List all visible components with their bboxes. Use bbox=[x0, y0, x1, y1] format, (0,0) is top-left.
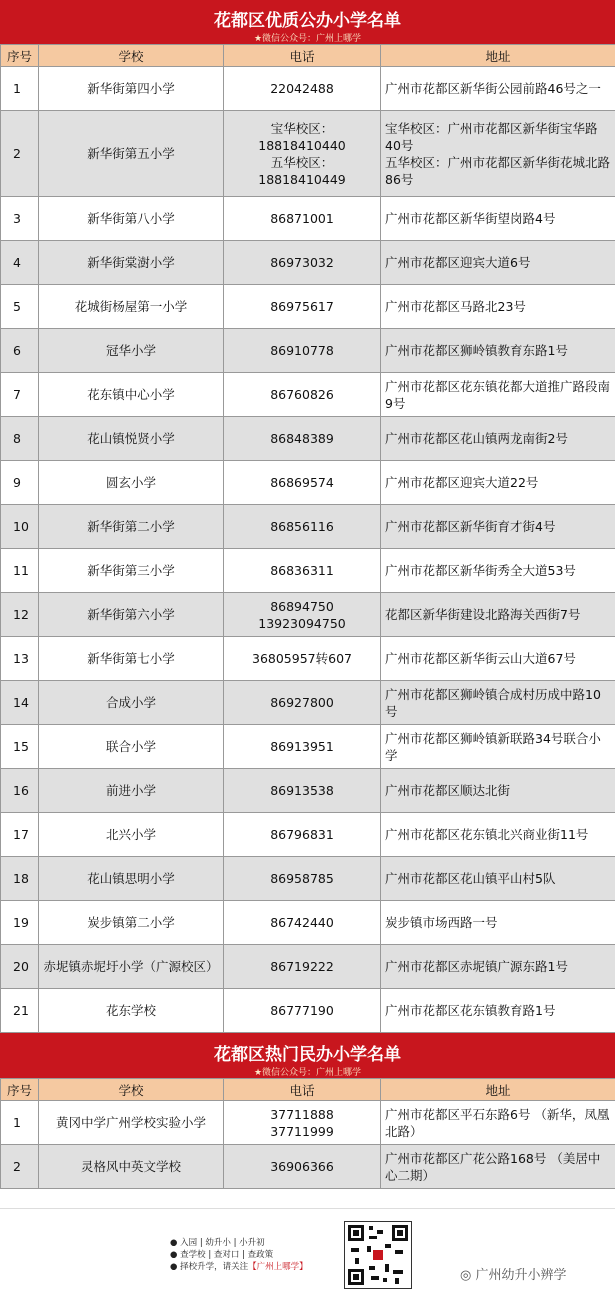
row-number: 7 bbox=[1, 373, 39, 417]
row-number: 15 bbox=[1, 725, 39, 769]
address: 广州市花都区平石东路6号 （新华，凤凰北路） bbox=[381, 1101, 615, 1145]
school-name: 北兴小学 bbox=[39, 813, 224, 857]
table-row bbox=[1, 67, 615, 111]
footer-notes bbox=[170, 1237, 308, 1273]
header-address: 地址 bbox=[381, 1079, 615, 1101]
public-schools-subtitle: ★微信公众号：广州上哪学 bbox=[0, 31, 615, 44]
school-name: 新华街棠澍小学 bbox=[39, 241, 224, 285]
address: 炭步镇市场西路一号 bbox=[381, 901, 615, 945]
footer-note bbox=[170, 1261, 308, 1273]
table-row bbox=[1, 593, 615, 637]
address: 广州市花都区迎宾大道6号 bbox=[381, 241, 615, 285]
table-row bbox=[1, 241, 615, 285]
phone-number: 86856116 bbox=[224, 505, 381, 549]
table-row bbox=[1, 769, 615, 813]
school-name: 新华街第三小学 bbox=[39, 549, 224, 593]
address: 广州市花都区新华街秀全大道53号 bbox=[381, 549, 615, 593]
row-number: 1 bbox=[1, 1101, 39, 1145]
row-number: 6 bbox=[1, 329, 39, 373]
row-number: 21 bbox=[1, 989, 39, 1033]
header-phone: 电话 bbox=[224, 45, 381, 67]
row-number: 10 bbox=[1, 505, 39, 549]
address: 广州市花都区顺达北街 bbox=[381, 769, 615, 813]
table-row bbox=[1, 549, 615, 593]
footer-note: ● 查学校 | 查对口 | 查政策 bbox=[170, 1249, 308, 1261]
address: 广州市花都区狮岭镇新联路34号联合小学 bbox=[381, 725, 615, 769]
phone-number: 86958785 bbox=[224, 857, 381, 901]
table-row bbox=[1, 989, 615, 1033]
row-number: 20 bbox=[1, 945, 39, 989]
phone-number: 86871001 bbox=[224, 197, 381, 241]
row-number: 14 bbox=[1, 681, 39, 725]
table-row bbox=[1, 945, 615, 989]
address: 广州市花都区新华街望岗路4号 bbox=[381, 197, 615, 241]
address: 广州市花都区狮岭镇合成村历成中路10号 bbox=[381, 681, 615, 725]
address: 广州市花都区狮岭镇教育东路1号 bbox=[381, 329, 615, 373]
address: 广州市花都区新华街育才街4号 bbox=[381, 505, 615, 549]
phone-number: 86927800 bbox=[224, 681, 381, 725]
table-row bbox=[1, 417, 615, 461]
private-schools-subtitle: ★微信公众号：广州上哪学 bbox=[0, 1065, 615, 1078]
table-header-row bbox=[1, 45, 615, 67]
footer-note: ● 入园 | 幼升小 | 小升初 bbox=[170, 1237, 308, 1249]
row-number: 18 bbox=[1, 857, 39, 901]
header-address: 地址 bbox=[381, 45, 615, 67]
address: 宝华校区：广州市花都区新华街宝华路40号 五华校区：广州市花都区新华街花城北路86号 bbox=[381, 111, 615, 197]
row-number: 17 bbox=[1, 813, 39, 857]
address: 广州市花都区花山镇平山村5队 bbox=[381, 857, 615, 901]
header-no: 序号 bbox=[1, 45, 39, 67]
school-name: 圆玄小学 bbox=[39, 461, 224, 505]
header-school: 学校 bbox=[39, 1079, 224, 1101]
table-row bbox=[1, 1101, 615, 1145]
phone-number: 86848389 bbox=[224, 417, 381, 461]
table-row bbox=[1, 329, 615, 373]
school-name: 冠华小学 bbox=[39, 329, 224, 373]
school-name: 灵格风中英文学校 bbox=[39, 1145, 224, 1189]
school-name: 新华街第七小学 bbox=[39, 637, 224, 681]
qr-code-icon bbox=[344, 1221, 412, 1289]
table-row bbox=[1, 1145, 615, 1189]
brand-label bbox=[460, 1264, 567, 1283]
address: 广州市花都区花东镇教育路1号 bbox=[381, 989, 615, 1033]
phone-number: 86836311 bbox=[224, 549, 381, 593]
header-school: 学校 bbox=[39, 45, 224, 67]
table-row bbox=[1, 111, 615, 197]
school-name: 新华街第二小学 bbox=[39, 505, 224, 549]
school-name: 前进小学 bbox=[39, 769, 224, 813]
phone-number: 36805957转607 bbox=[224, 637, 381, 681]
school-name: 花山镇悦贤小学 bbox=[39, 417, 224, 461]
phone-number: 86869574 bbox=[224, 461, 381, 505]
phone-number: 86975617 bbox=[224, 285, 381, 329]
phone-number: 86719222 bbox=[224, 945, 381, 989]
address: 广州市花都区广花公路168号 （美居中心二期） bbox=[381, 1145, 615, 1189]
phone-number: 86760826 bbox=[224, 373, 381, 417]
school-name: 炭步镇第二小学 bbox=[39, 901, 224, 945]
phone-number: 37711888 37711999 bbox=[224, 1101, 381, 1145]
row-number: 13 bbox=[1, 637, 39, 681]
table-row bbox=[1, 637, 615, 681]
phone-number: 86973032 bbox=[224, 241, 381, 285]
row-number: 8 bbox=[1, 417, 39, 461]
public-schools-title: 花都区优质公办小学名单 bbox=[0, 0, 615, 31]
address: 广州市花都区花东镇花都大道推广路段南9号 bbox=[381, 373, 615, 417]
row-number: 2 bbox=[1, 1145, 39, 1189]
address: 广州市花都区花山镇两龙南街2号 bbox=[381, 417, 615, 461]
public-schools-table bbox=[0, 44, 615, 1033]
school-name: 花东学校 bbox=[39, 989, 224, 1033]
school-name: 花城街杨屋第一小学 bbox=[39, 285, 224, 329]
school-name: 新华街第四小学 bbox=[39, 67, 224, 111]
phone-number: 86913951 bbox=[224, 725, 381, 769]
school-name: 花山镇思明小学 bbox=[39, 857, 224, 901]
table-row bbox=[1, 681, 615, 725]
school-name: 赤坭镇赤坭圩小学（广源校区） bbox=[39, 945, 224, 989]
phone-number: 86894750 13923094750 bbox=[224, 593, 381, 637]
row-number: 5 bbox=[1, 285, 39, 329]
row-number: 1 bbox=[1, 67, 39, 111]
phone-number: 22042488 bbox=[224, 67, 381, 111]
row-number: 4 bbox=[1, 241, 39, 285]
footer bbox=[0, 1208, 615, 1300]
table-row bbox=[1, 373, 615, 417]
address: 花都区新华街建设北路海关西街7号 bbox=[381, 593, 615, 637]
address: 广州市花都区赤坭镇广源东路1号 bbox=[381, 945, 615, 989]
phone-number: 86742440 bbox=[224, 901, 381, 945]
private-schools-title: 花都区热门民办小学名单 bbox=[0, 1033, 615, 1065]
row-number: 11 bbox=[1, 549, 39, 593]
school-name: 新华街第六小学 bbox=[39, 593, 224, 637]
school-name: 花东镇中心小学 bbox=[39, 373, 224, 417]
table-row bbox=[1, 857, 615, 901]
table-row bbox=[1, 197, 615, 241]
phone-number: 86777190 bbox=[224, 989, 381, 1033]
school-name: 合成小学 bbox=[39, 681, 224, 725]
school-name: 新华街第八小学 bbox=[39, 197, 224, 241]
table-row bbox=[1, 813, 615, 857]
private-schools-table bbox=[0, 1078, 615, 1189]
address: 广州市花都区迎宾大道22号 bbox=[381, 461, 615, 505]
row-number: 19 bbox=[1, 901, 39, 945]
school-name: 新华街第五小学 bbox=[39, 111, 224, 197]
table-row bbox=[1, 505, 615, 549]
header-phone: 电话 bbox=[224, 1079, 381, 1101]
address: 广州市花都区新华街云山大道67号 bbox=[381, 637, 615, 681]
private-schools-banner bbox=[0, 1033, 615, 1078]
table-row bbox=[1, 285, 615, 329]
table-row bbox=[1, 725, 615, 769]
brand-name: 广州幼升小辨学 bbox=[475, 1268, 566, 1283]
table-row bbox=[1, 461, 615, 505]
row-number: 16 bbox=[1, 769, 39, 813]
row-number: 2 bbox=[1, 111, 39, 197]
address: 广州市花都区花东镇北兴商业街11号 bbox=[381, 813, 615, 857]
header-no: 序号 bbox=[1, 1079, 39, 1101]
row-number: 12 bbox=[1, 593, 39, 637]
phone-number: 86796831 bbox=[224, 813, 381, 857]
row-number: 9 bbox=[1, 461, 39, 505]
footer-note-highlight: 【广州上哪学】 bbox=[248, 1262, 308, 1272]
wechat-icon: ◎ bbox=[460, 1268, 471, 1283]
row-number: 3 bbox=[1, 197, 39, 241]
school-name: 联合小学 bbox=[39, 725, 224, 769]
phone-number: 86910778 bbox=[224, 329, 381, 373]
phone-number: 86913538 bbox=[224, 769, 381, 813]
address: 广州市花都区新华街公园前路46号之一 bbox=[381, 67, 615, 111]
footer-note-text: ● 择校升学，请关注 bbox=[170, 1262, 248, 1272]
table-header-row bbox=[1, 1079, 615, 1101]
phone-number: 宝华校区： 18818410440 五华校区： 18818410449 bbox=[224, 111, 381, 197]
table-row bbox=[1, 901, 615, 945]
phone-number: 36906366 bbox=[224, 1145, 381, 1189]
public-schools-banner bbox=[0, 0, 615, 44]
school-name: 黄冈中学广州学校实验小学 bbox=[39, 1101, 224, 1145]
address: 广州市花都区马路北23号 bbox=[381, 285, 615, 329]
